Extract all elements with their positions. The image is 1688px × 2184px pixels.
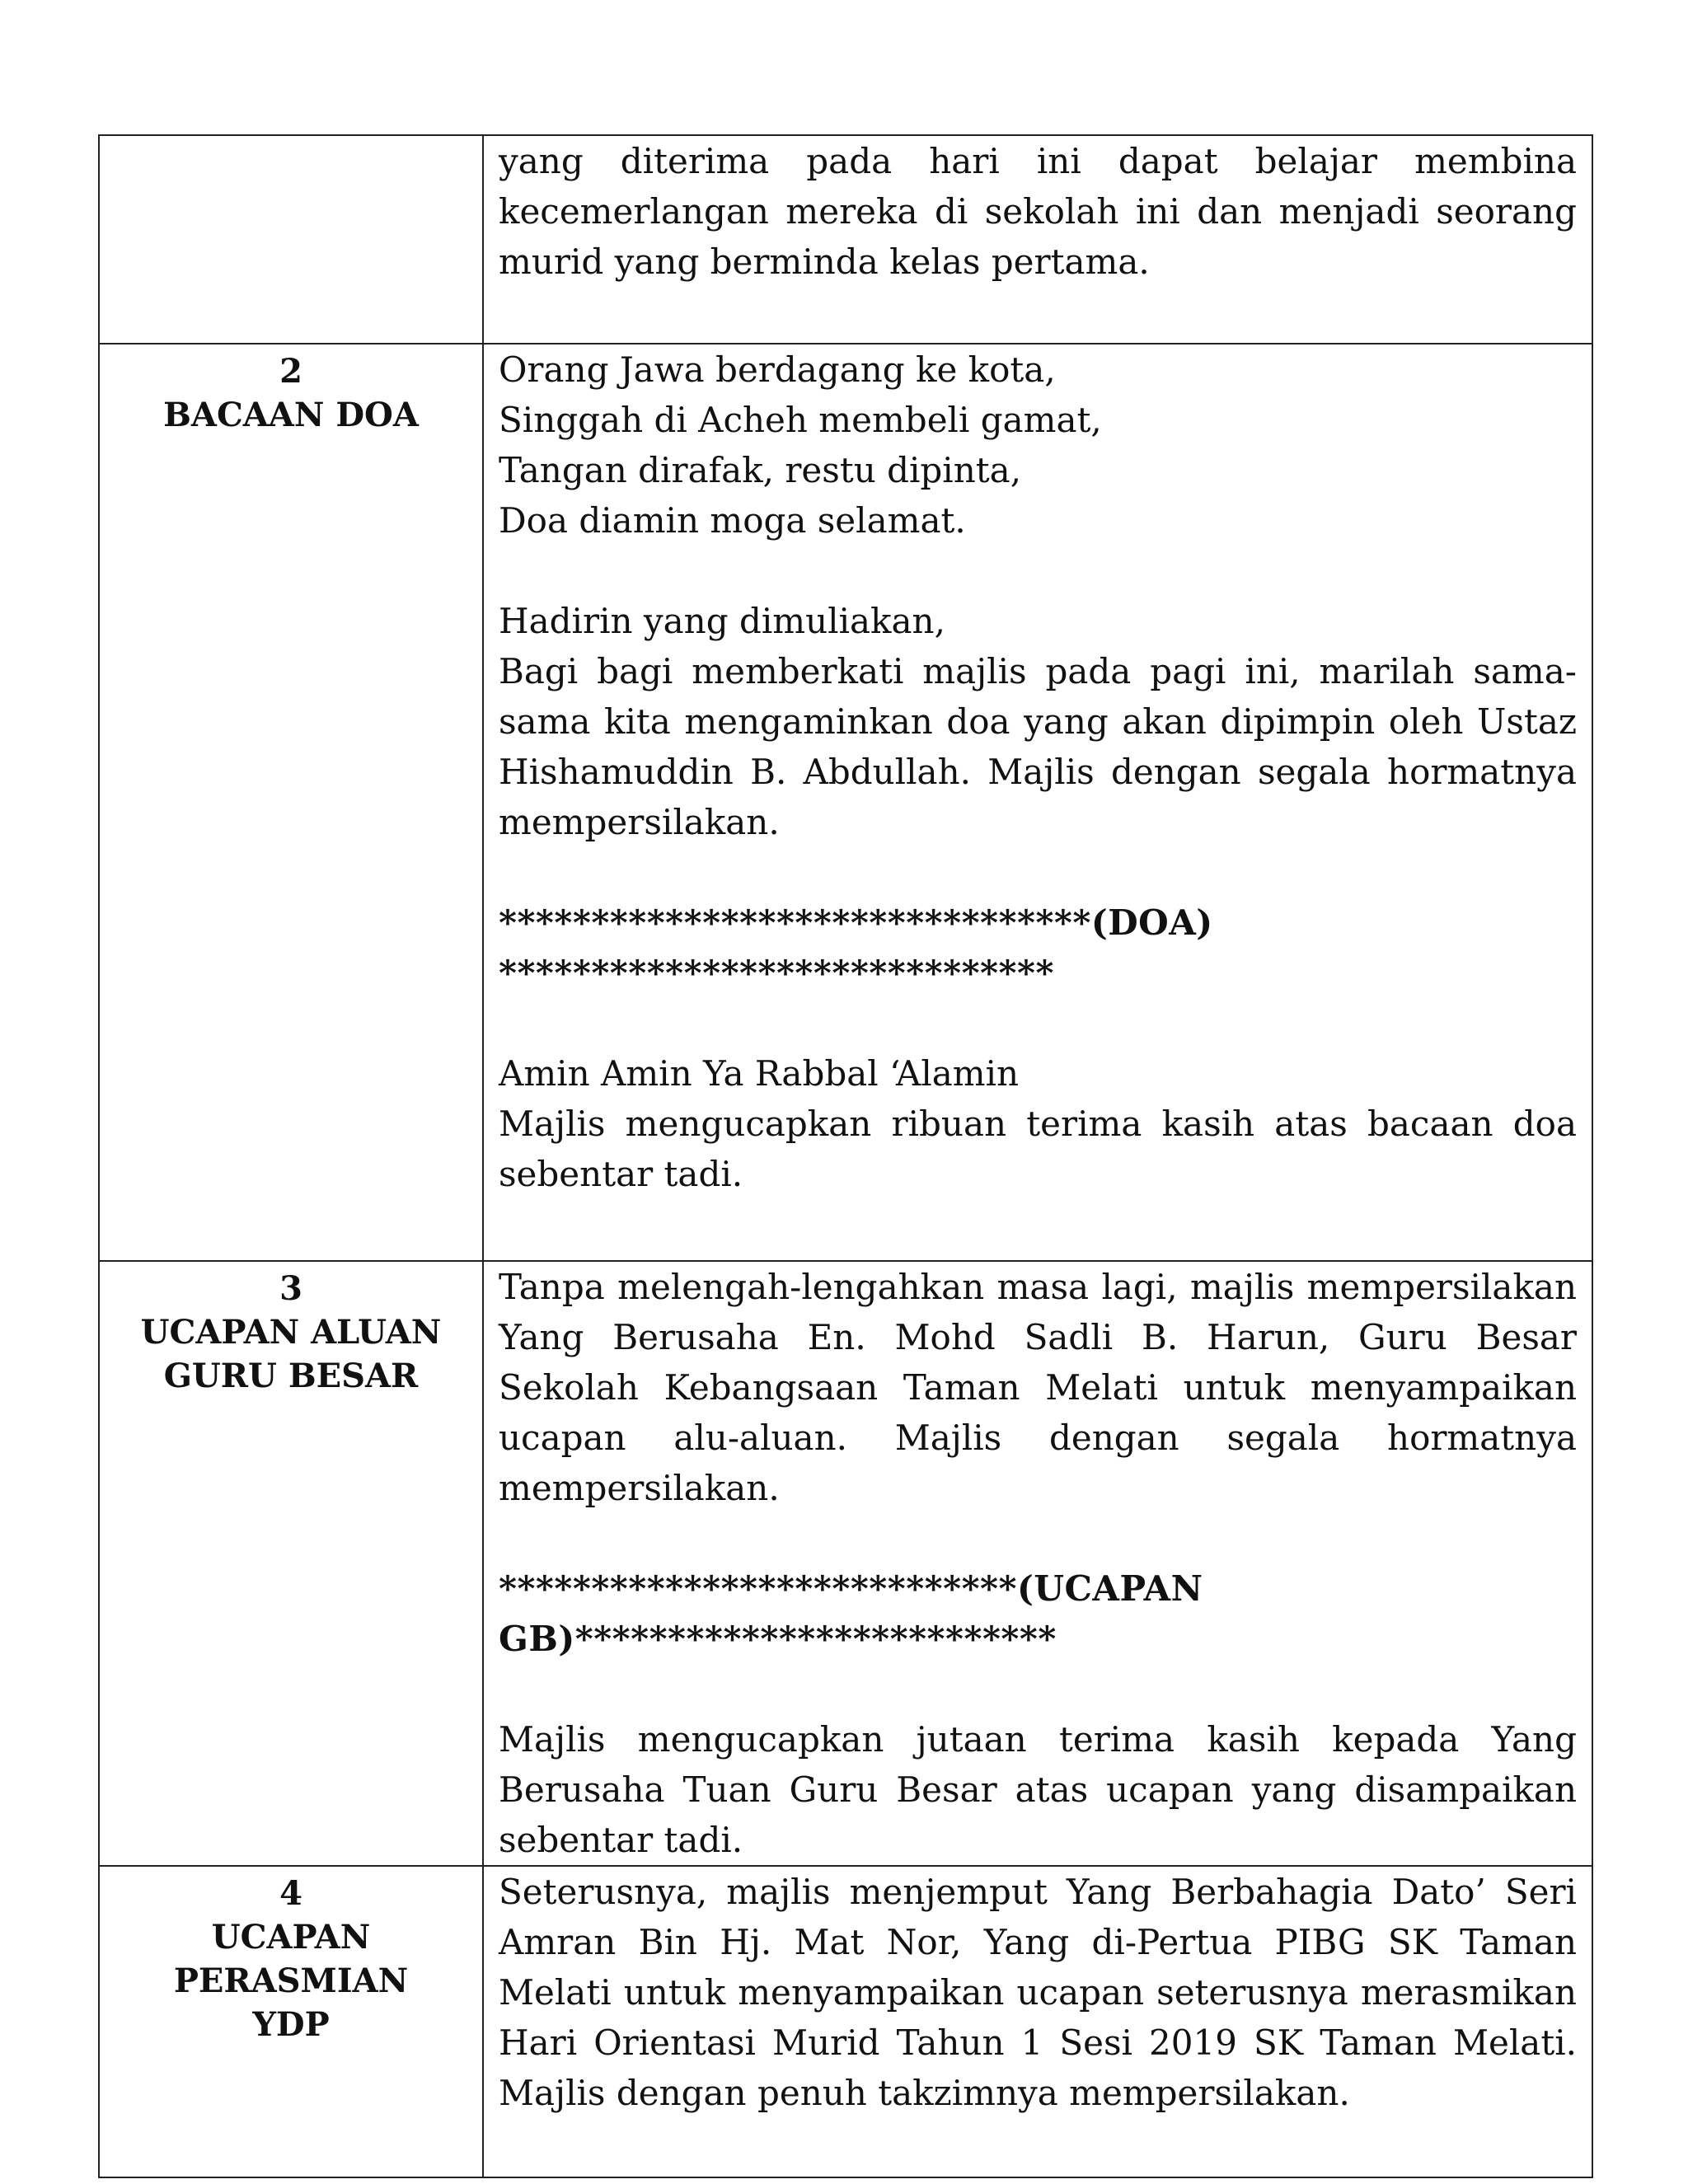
item-title: GURU BESAR [163, 1357, 419, 1395]
item-title: UCAPAN [211, 1918, 371, 1957]
pantun-line: Singgah di Acheh membeli gamat, [499, 400, 1102, 440]
ucapan-marker-line: GB)************************** [499, 1619, 1057, 1659]
item-label-cell [99, 344, 483, 1261]
item-title: PERASMIAN [173, 1961, 409, 2000]
greeting-line: Hadirin yang dimuliakan, [499, 601, 945, 641]
item-body-cell [483, 344, 1592, 1261]
intro-paragraph: Bagi bagi memberkati majlis pada pagi ini, marilah sama-sama kita mengaminkan doa yang akan dipimpin oleh Ustaz Hishamuddin B. Abdullah. Majlis dengan segala hormatnya mempersilakan. [499, 651, 1577, 842]
item-body-cell [483, 1866, 1592, 2177]
continuation-paragraph: yang diterima pada hari ini dapat belajar membina kecemerlangan mereka di sekolah ini dan menjadi seorang murid yang berminda kelas pertama. [499, 141, 1577, 282]
doa-marker-line: ********************************(DOA) [499, 902, 1213, 943]
thanks-paragraph: Majlis mengucapkan ribuan terima kasih atas bacaan doa sebentar tadi. [499, 1104, 1577, 1194]
item-label-cell [99, 1261, 483, 1866]
item-number: 2 [279, 352, 302, 391]
item-body-cell [483, 135, 1592, 344]
amin-line: Amin Amin Ya Rabbal ‘Alamin [499, 1053, 1020, 1094]
item-title: UCAPAN ALUAN [140, 1313, 442, 1352]
pantun-line: Tangan dirafak, restu dipinta, [499, 450, 1022, 490]
pantun-line: Orang Jawa berdagang ke kota, [499, 349, 1056, 390]
item-label-cell [99, 1866, 483, 2177]
item-number: 4 [279, 1874, 302, 1913]
table-row [99, 1261, 1592, 1866]
table-row [99, 344, 1592, 1261]
table-row [99, 1866, 1592, 2177]
item-label-cell [99, 135, 483, 344]
ucapan-marker-line: ****************************(UCAPAN [499, 1568, 1203, 1609]
item-title: YDP [252, 2005, 330, 2044]
item-number: 3 [279, 1269, 302, 1308]
pantun-line: Doa diamin moga selamat. [499, 500, 966, 541]
thanks-paragraph: Majlis mengucapkan jutaan terima kasih kepada Yang Berusaha Tuan Guru Besar atas ucapan yang disampaikan sebentar tadi. [499, 1719, 1577, 1860]
intro-paragraph: Seterusnya, majlis menjemput Yang Berbahagia Dato’ Seri Amran Bin Hj. Mat Nor, Yang di-Pertua PIBG SK Taman Melati untuk menyampaikan ucapan seterusnya merasmikan Hari Orientasi Murid Tahun 1 Sesi 2019 SK Taman Melati. Majlis dengan penuh takzimnya mempersilakan. [499, 1872, 1577, 2113]
intro-paragraph: Tanpa melengah-lengahkan masa lagi, majlis mempersilakan Yang Berusaha En. Mohd Sadli B. Harun, Guru Besar Sekolah Kebangsaan Taman Melati untuk menyampaikan ucapan alu-aluan. Majlis dengan segala hormatnya mempersilakan. [499, 1267, 1577, 1508]
item-body-cell [483, 1261, 1592, 1866]
table-row [99, 135, 1592, 344]
item-title: BACAAN DOA [163, 396, 419, 434]
doa-marker-line: ****************************** [499, 953, 1054, 993]
agenda-table [98, 134, 1593, 2178]
